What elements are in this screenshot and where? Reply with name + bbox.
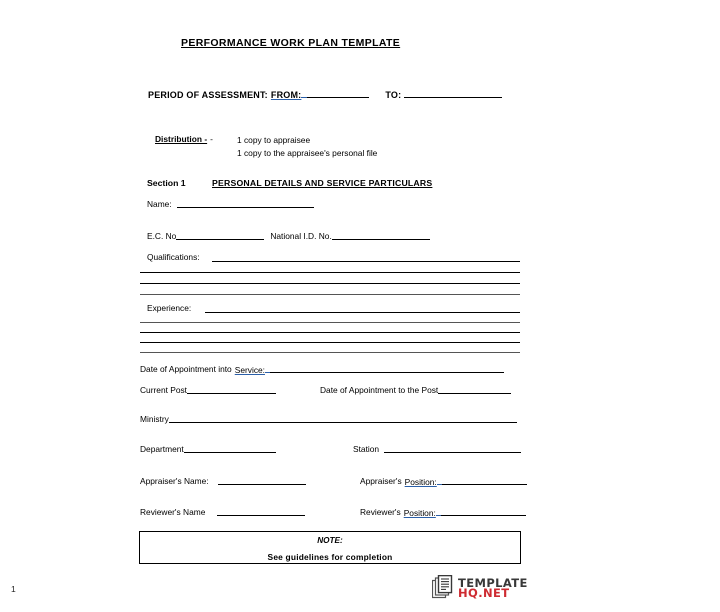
current-post-input-line[interactable]	[187, 393, 276, 394]
section-number: Section 1	[147, 178, 186, 188]
reviewer-name-label: Reviewer's Name	[140, 507, 206, 517]
name-label: Name:	[147, 199, 172, 209]
qualifications-label: Qualifications:	[147, 252, 200, 262]
appraiser-position-input-rule[interactable]	[442, 484, 527, 485]
reviewer-name-field-row	[140, 507, 305, 518]
qualifications-input-line[interactable]	[212, 261, 520, 262]
date-appointment-service-row	[140, 364, 504, 375]
experience-input-line[interactable]	[140, 332, 520, 333]
qualifications-input-line[interactable]	[140, 272, 520, 273]
period-from-label: FROM:	[270, 90, 302, 100]
name-field-row	[147, 199, 314, 210]
date-appointment-post-input-line[interactable]	[438, 393, 511, 394]
date-appointment-service-label: Date of Appointment into	[140, 364, 232, 374]
appraiser-name-field-row	[140, 476, 306, 487]
distribution-label: Distribution -	[155, 134, 208, 144]
qualifications-input-line[interactable]	[140, 283, 520, 284]
current-post-field-row	[140, 385, 276, 396]
period-from-input-rule[interactable]	[307, 97, 369, 98]
distribution-items	[237, 134, 377, 160]
appraiser-position-field-row	[360, 476, 527, 487]
experience-input-line[interactable]	[205, 312, 520, 313]
station-input-line[interactable]	[384, 452, 521, 453]
period-to-input-line[interactable]	[404, 97, 502, 98]
national-id-input-line[interactable]	[332, 239, 430, 240]
page-title: PERFORMANCE WORK PLAN TEMPLATE	[181, 37, 401, 49]
ec-no-field-row	[147, 231, 430, 242]
logo-line-template: TEMPLATE	[458, 575, 528, 590]
reviewer-position-field-row	[360, 507, 526, 518]
experience-input-line[interactable]	[140, 352, 520, 353]
appraiser-name-label: Appraiser's Name:	[140, 476, 209, 486]
note-body: See guidelines for completion	[267, 552, 393, 562]
list-item: 1 copy to the appraisee's personal file	[237, 148, 378, 158]
document-stack-icon	[432, 575, 455, 600]
period-of-assessment-row	[148, 90, 502, 100]
distribution-dash: -	[210, 134, 213, 144]
date-appointment-service-input-rule[interactable]	[270, 372, 504, 373]
department-input-line[interactable]	[184, 452, 276, 453]
current-post-label: Current Post	[140, 385, 188, 395]
appraiser-position-label: Appraiser's	[360, 476, 402, 486]
department-field-row	[140, 444, 276, 455]
templatehq-logo	[432, 575, 528, 600]
reviewer-position-input-rule[interactable]	[441, 515, 526, 516]
list-item: 1 copy to appraisee	[237, 135, 311, 145]
distribution-block	[155, 134, 213, 144]
name-input-line[interactable]	[177, 207, 314, 208]
station-field-row	[353, 444, 521, 455]
experience-label: Experience:	[147, 303, 192, 313]
experience-field-row	[147, 303, 191, 314]
ec-no-input-line[interactable]	[176, 239, 264, 240]
ministry-field-row	[140, 414, 517, 425]
period-to-label: TO:	[385, 90, 402, 100]
ec-no-label: E.C. No	[147, 231, 177, 241]
section-title: PERSONAL DETAILS AND SERVICE PARTICULARS	[212, 178, 433, 188]
note-title: NOTE:	[317, 536, 343, 545]
reviewer-name-input-line[interactable]	[217, 515, 305, 516]
station-label: Station	[353, 444, 380, 454]
date-appointment-post-label: Date of Appointment to the Post	[320, 385, 439, 395]
ministry-label: Ministry	[140, 414, 169, 424]
note-box	[139, 531, 521, 564]
logo-text	[458, 575, 528, 600]
date-appointment-post-field-row	[320, 385, 511, 396]
period-label: PERIOD OF ASSESSMENT:	[148, 90, 268, 100]
experience-input-line[interactable]	[140, 322, 520, 323]
date-appointment-service-keyword: Service:	[234, 365, 265, 375]
reviewer-position-keyword: Position:	[403, 508, 436, 518]
qualifications-field-row	[147, 252, 200, 263]
appraiser-position-keyword: Position:	[404, 477, 437, 487]
qualifications-input-line[interactable]	[140, 294, 520, 295]
reviewer-position-label: Reviewer's	[360, 507, 401, 517]
experience-input-line[interactable]	[140, 342, 520, 343]
department-label: Department	[140, 444, 184, 454]
appraiser-name-input-line[interactable]	[218, 484, 306, 485]
ministry-input-line[interactable]	[169, 422, 517, 423]
logo-line-hqnet: HQ.NET	[458, 585, 510, 600]
national-id-label: National I.D. No.	[270, 231, 332, 241]
page-number: 1	[11, 584, 16, 594]
